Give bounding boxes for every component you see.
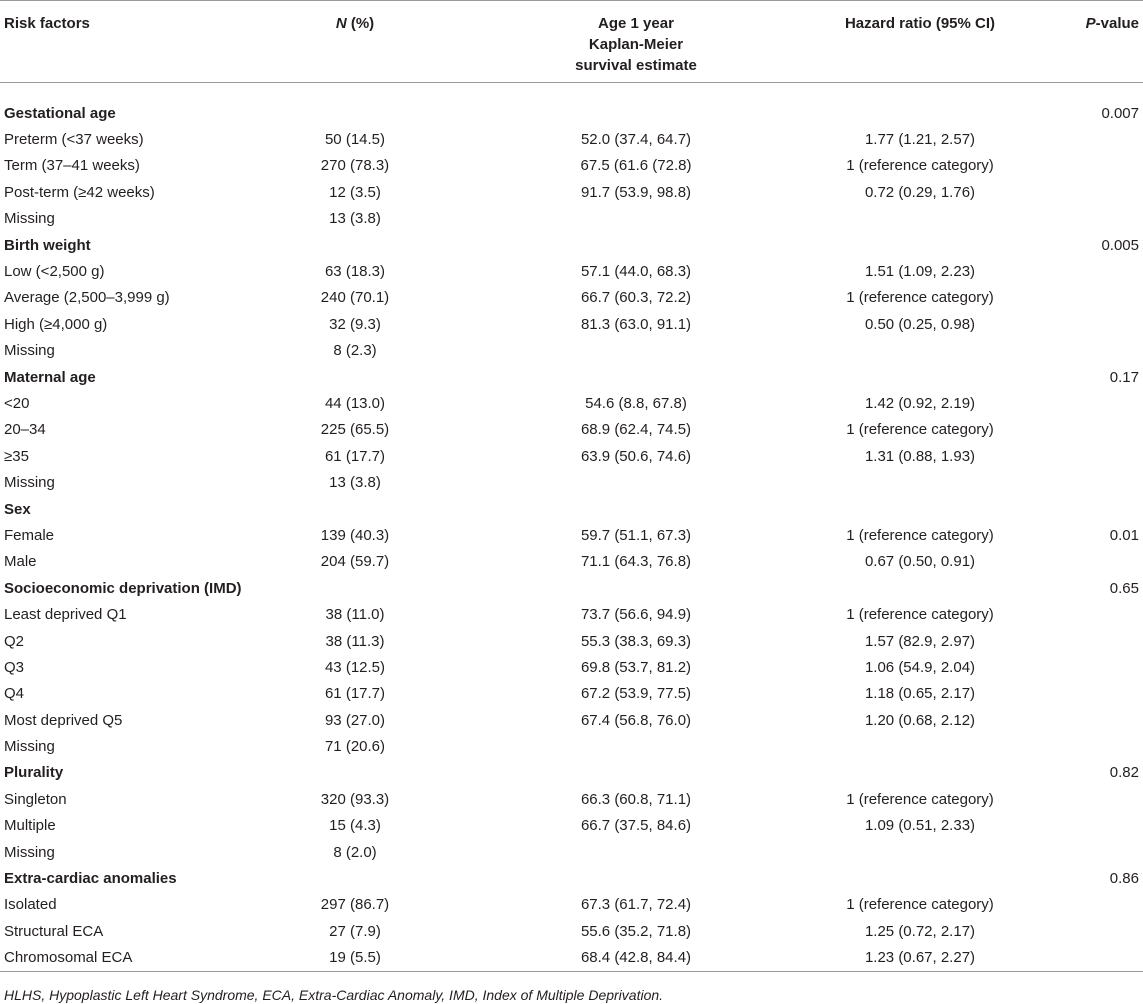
cell-p-value xyxy=(1050,813,1143,839)
cell-p-value: 0.82 xyxy=(1109,764,1139,782)
cell-n-percent: 43 (12.5) xyxy=(324,658,386,676)
table-row xyxy=(0,206,1143,232)
table-row xyxy=(0,681,1143,707)
table-row xyxy=(0,549,1143,575)
cell-p-value xyxy=(1050,681,1143,707)
cell-hazard-ratio: 1.06 (54.9, 2.04) xyxy=(864,658,976,676)
cell-km-estimate: 71.1 (64.3, 76.8) xyxy=(580,553,692,571)
cell-p-value xyxy=(1050,259,1143,285)
cell-p-value xyxy=(1050,734,1143,760)
cell-km-estimate: 66.7 (37.5, 84.6) xyxy=(580,817,692,835)
row-label: Missing xyxy=(4,843,55,861)
cell-p-value xyxy=(1050,919,1143,945)
cell-km-estimate xyxy=(482,364,790,390)
cell-km-estimate: 91.7 (53.9, 98.8) xyxy=(580,183,692,201)
cell-p-value: 0.005 xyxy=(1101,236,1139,254)
cell-km-estimate xyxy=(482,496,790,522)
header-risk-factors: Risk factors xyxy=(4,15,90,32)
cell-hazard-ratio: 1 (reference category) xyxy=(846,289,994,307)
cell-n-percent: 44 (13.0) xyxy=(324,394,386,412)
cell-n-percent: 15 (4.3) xyxy=(329,817,381,835)
cell-km-estimate: 67.4 (56.8, 76.0) xyxy=(580,711,692,729)
cell-km-estimate: 68.4 (42.8, 84.4) xyxy=(580,948,692,966)
row-label: Chromosomal ECA xyxy=(4,948,133,966)
cell-n-percent: 38 (11.3) xyxy=(325,632,385,650)
cell-n-percent: 27 (7.9) xyxy=(329,922,381,940)
cell-p-value: 0.17 xyxy=(1109,368,1139,386)
table-row xyxy=(0,892,1143,918)
cell-km-estimate: 81.3 (63.0, 91.1) xyxy=(580,315,692,333)
row-label: Plurality xyxy=(4,764,64,782)
row-label: Term (37–41 weeks) xyxy=(4,157,140,175)
cell-p-value xyxy=(1050,338,1143,364)
cell-km-estimate xyxy=(482,101,790,127)
row-label: Singleton xyxy=(4,790,67,808)
cell-hazard-ratio: 1.09 (0.51, 2.33) xyxy=(864,817,976,835)
row-label: Missing xyxy=(4,738,55,756)
cell-hazard-ratio: 1.25 (0.72, 2.17) xyxy=(864,922,976,940)
table-row xyxy=(0,919,1143,945)
row-label: Q4 xyxy=(4,685,25,703)
cell-km-estimate: 73.7 (56.6, 94.9) xyxy=(580,606,692,624)
cell-km-estimate: 67.2 (53.9, 77.5) xyxy=(580,685,692,703)
cell-p-value xyxy=(1050,892,1143,918)
table-row xyxy=(0,127,1143,153)
cell-p-value xyxy=(1050,787,1143,813)
row-label: Missing xyxy=(4,342,55,360)
header-km-estimate xyxy=(482,1,790,83)
cell-hazard-ratio: 1 (reference category) xyxy=(846,896,994,914)
cell-p-value xyxy=(1050,312,1143,338)
header-km-line3: survival estimate xyxy=(575,57,697,74)
cell-hazard-ratio xyxy=(790,206,1050,232)
cell-n-percent xyxy=(228,496,482,522)
cell-n-percent: 61 (17.7) xyxy=(324,685,386,703)
cell-n-percent: 225 (65.5) xyxy=(320,421,390,439)
cell-km-estimate xyxy=(482,760,790,786)
cell-km-estimate xyxy=(482,470,790,496)
header-km-line1: Age 1 year xyxy=(598,15,674,32)
row-label: Sex xyxy=(4,500,31,518)
cell-n-percent: 8 (2.0) xyxy=(333,843,377,861)
row-label: Female xyxy=(4,526,55,544)
row-label: Socioeconomic deprivation (IMD) xyxy=(4,579,242,597)
cell-n-percent: 139 (40.3) xyxy=(320,526,390,544)
cell-p-value xyxy=(1050,444,1143,470)
header-n-percent xyxy=(228,1,482,83)
cell-km-estimate xyxy=(482,232,790,258)
cell-km-estimate: 69.8 (53.7, 81.2) xyxy=(580,658,692,676)
group-header-row xyxy=(0,232,1143,258)
table-row xyxy=(0,391,1143,417)
cell-n-percent xyxy=(228,232,482,258)
cell-n-percent: 38 (11.0) xyxy=(325,606,385,624)
cell-hazard-ratio: 1.57 (82.9, 2.97) xyxy=(864,632,976,650)
header-km-line2: Kaplan-Meier xyxy=(588,36,684,53)
cell-km-estimate: 52.0 (37.4, 64.7) xyxy=(580,131,692,149)
cell-p-value xyxy=(1050,285,1143,311)
cell-hazard-ratio: 0.50 (0.25, 0.98) xyxy=(864,315,976,333)
cell-n-percent: 8 (2.3) xyxy=(333,342,377,360)
cell-p-value xyxy=(1050,391,1143,417)
cell-n-percent xyxy=(228,576,482,602)
table-row xyxy=(0,813,1143,839)
cell-n-percent: 13 (3.8) xyxy=(329,474,381,492)
row-label: Gestational age xyxy=(4,104,116,122)
row-label: Low (<2,500 g) xyxy=(4,263,105,281)
cell-km-estimate: 55.3 (38.3, 69.3) xyxy=(580,632,692,650)
cell-hazard-ratio xyxy=(790,338,1050,364)
row-label: Q3 xyxy=(4,658,25,676)
cell-hazard-ratio: 1.20 (0.68, 2.12) xyxy=(864,711,976,729)
group-header-row xyxy=(0,760,1143,786)
group-header-row xyxy=(0,496,1143,522)
cell-p-value xyxy=(1050,839,1143,865)
row-label: Extra-cardiac anomalies xyxy=(4,870,177,888)
cell-p-value: 0.007 xyxy=(1101,104,1139,122)
cell-p-value xyxy=(1050,127,1143,153)
cell-hazard-ratio: 0.72 (0.29, 1.76) xyxy=(864,183,976,201)
cell-hazard-ratio xyxy=(790,760,1050,786)
cell-n-percent: 50 (14.5) xyxy=(324,131,386,149)
cell-hazard-ratio xyxy=(790,839,1050,865)
cell-km-estimate xyxy=(482,576,790,602)
row-label: Least deprived Q1 xyxy=(4,606,127,624)
cell-p-value: 0.65 xyxy=(1109,579,1139,597)
cell-hazard-ratio: 1.18 (0.65, 2.17) xyxy=(864,685,976,703)
table-row xyxy=(0,470,1143,496)
table-row xyxy=(0,787,1143,813)
cell-km-estimate xyxy=(482,866,790,892)
table-row xyxy=(0,839,1143,865)
cell-hazard-ratio: 1 (reference category) xyxy=(846,421,994,439)
table-row xyxy=(0,338,1143,364)
cell-hazard-ratio xyxy=(790,734,1050,760)
cell-hazard-ratio xyxy=(790,101,1050,127)
cell-hazard-ratio: 1 (reference category) xyxy=(846,790,994,808)
cell-hazard-ratio: 1.31 (0.88, 1.93) xyxy=(864,447,976,465)
table-header xyxy=(0,1,1143,83)
row-label: Average (2,500–3,999 g) xyxy=(4,289,170,307)
cell-p-value: 0.01 xyxy=(1109,526,1139,544)
cell-km-estimate xyxy=(482,206,790,232)
row-label: Birth weight xyxy=(4,236,91,254)
table-row xyxy=(0,285,1143,311)
group-header-row xyxy=(0,866,1143,892)
cell-km-estimate xyxy=(482,338,790,364)
cell-n-percent xyxy=(228,866,482,892)
cell-hazard-ratio xyxy=(790,470,1050,496)
row-label: 20–34 xyxy=(4,421,46,439)
cell-p-value xyxy=(1050,707,1143,733)
cell-n-percent: 204 (59.7) xyxy=(320,553,390,571)
cell-p-value xyxy=(1050,470,1143,496)
header-hazard-ratio: Hazard ratio (95% CI) xyxy=(844,15,996,32)
table-footnote: HLHS, Hypoplastic Left Heart Syndrome, ECA, Extra-Cardiac Anomaly, IMD, Index of Multiple Deprivation. xyxy=(4,986,664,1003)
cell-p-value xyxy=(1050,417,1143,443)
cell-n-percent: 13 (3.8) xyxy=(329,210,381,228)
cell-km-estimate: 66.3 (60.8, 71.1) xyxy=(580,790,692,808)
table-row xyxy=(0,602,1143,628)
cell-p-value xyxy=(1050,180,1143,206)
header-row xyxy=(0,1,1143,83)
table-row xyxy=(0,628,1143,654)
cell-hazard-ratio: 1 (reference category) xyxy=(846,157,994,175)
row-label: <20 xyxy=(4,394,30,412)
row-label: Maternal age xyxy=(4,368,96,386)
table-row xyxy=(0,707,1143,733)
row-label: Male xyxy=(4,553,37,571)
row-label: Missing xyxy=(4,210,55,228)
row-label: Missing xyxy=(4,474,55,492)
cell-n-percent: 61 (17.7) xyxy=(324,447,386,465)
cell-hazard-ratio: 1.23 (0.67, 2.27) xyxy=(864,948,976,966)
group-header-row xyxy=(0,101,1143,127)
spacer-row xyxy=(0,83,1143,101)
cell-hazard-ratio: 1 (reference category) xyxy=(846,606,994,624)
cell-hazard-ratio: 1.42 (0.92, 2.19) xyxy=(864,394,976,412)
cell-p-value xyxy=(1050,945,1143,971)
cell-km-estimate: 54.6 (8.8, 67.8) xyxy=(585,394,687,412)
row-label: Preterm (<37 weeks) xyxy=(4,131,144,149)
cell-n-percent: 93 (27.0) xyxy=(324,711,386,729)
cell-km-estimate: 57.1 (44.0, 68.3) xyxy=(580,263,692,281)
cell-p-value xyxy=(1050,628,1143,654)
header-n-rest: (%) xyxy=(346,15,375,32)
table-row xyxy=(0,417,1143,443)
cell-hazard-ratio: 1.51 (1.09, 2.23) xyxy=(864,263,976,281)
cell-p-value xyxy=(1050,496,1143,522)
cell-km-estimate: 66.7 (60.3, 72.2) xyxy=(580,289,692,307)
cell-p-value xyxy=(1050,602,1143,628)
table-row xyxy=(0,444,1143,470)
table-row xyxy=(0,259,1143,285)
cell-km-estimate xyxy=(482,734,790,760)
cell-hazard-ratio xyxy=(790,576,1050,602)
table-row xyxy=(0,153,1143,179)
cell-p-value xyxy=(1050,655,1143,681)
cell-hazard-ratio: 1.77 (1.21, 2.57) xyxy=(864,131,976,149)
cell-n-percent: 297 (86.7) xyxy=(320,896,390,914)
cell-p-value xyxy=(1050,206,1143,232)
header-p-italic: P xyxy=(1085,15,1096,32)
row-label: Multiple xyxy=(4,817,56,835)
cell-n-percent xyxy=(228,101,482,127)
row-label: High (≥4,000 g) xyxy=(4,315,108,333)
group-header-row xyxy=(0,364,1143,390)
cell-n-percent xyxy=(228,760,482,786)
table-row xyxy=(0,945,1143,971)
cell-n-percent: 71 (20.6) xyxy=(324,738,386,756)
table-row xyxy=(0,655,1143,681)
cell-n-percent: 19 (5.5) xyxy=(329,948,381,966)
cell-n-percent xyxy=(228,364,482,390)
cell-p-value xyxy=(1050,549,1143,575)
cell-hazard-ratio xyxy=(790,232,1050,258)
cell-km-estimate: 59.7 (51.1, 67.3) xyxy=(580,526,692,544)
cell-p-value xyxy=(1050,153,1143,179)
cell-km-estimate: 63.9 (50.6, 74.6) xyxy=(580,447,692,465)
cell-n-percent: 12 (3.5) xyxy=(329,183,381,201)
header-p-rest: -value xyxy=(1095,15,1139,32)
cell-hazard-ratio xyxy=(790,496,1050,522)
table-row xyxy=(0,734,1143,760)
table-body xyxy=(0,83,1143,972)
table-row xyxy=(0,523,1143,549)
cell-n-percent: 270 (78.3) xyxy=(320,157,390,175)
row-label: Post-term (≥42 weeks) xyxy=(4,183,155,201)
header-n-italic: N xyxy=(335,15,347,32)
spacer-cell xyxy=(0,83,1143,101)
cell-n-percent: 63 (18.3) xyxy=(324,263,386,281)
cell-n-percent: 32 (9.3) xyxy=(329,315,381,333)
cell-km-estimate: 68.9 (62.4, 74.5) xyxy=(580,421,692,439)
cell-km-estimate: 67.3 (61.7, 72.4) xyxy=(580,896,692,914)
cell-p-value: 0.86 xyxy=(1109,870,1139,888)
row-label: ≥35 xyxy=(4,447,29,465)
table-row xyxy=(0,312,1143,338)
table-row xyxy=(0,180,1143,206)
cell-n-percent: 320 (93.3) xyxy=(320,790,390,808)
row-label: Most deprived Q5 xyxy=(4,711,123,729)
row-label: Structural ECA xyxy=(4,922,104,940)
cell-km-estimate: 55.6 (35.2, 71.8) xyxy=(580,922,692,940)
cell-hazard-ratio xyxy=(790,866,1050,892)
cell-hazard-ratio: 1 (reference category) xyxy=(846,526,994,544)
cell-hazard-ratio xyxy=(790,364,1050,390)
group-header-row xyxy=(0,576,1143,602)
cell-hazard-ratio: 0.67 (0.50, 0.91) xyxy=(864,553,976,571)
cell-km-estimate: 67.5 (61.6 (72.8) xyxy=(580,157,692,175)
row-label: Isolated xyxy=(4,896,57,914)
cell-km-estimate xyxy=(482,839,790,865)
row-label: Q2 xyxy=(4,632,25,650)
cell-n-percent: 240 (70.1) xyxy=(320,289,390,307)
header-p-value xyxy=(1050,1,1143,83)
